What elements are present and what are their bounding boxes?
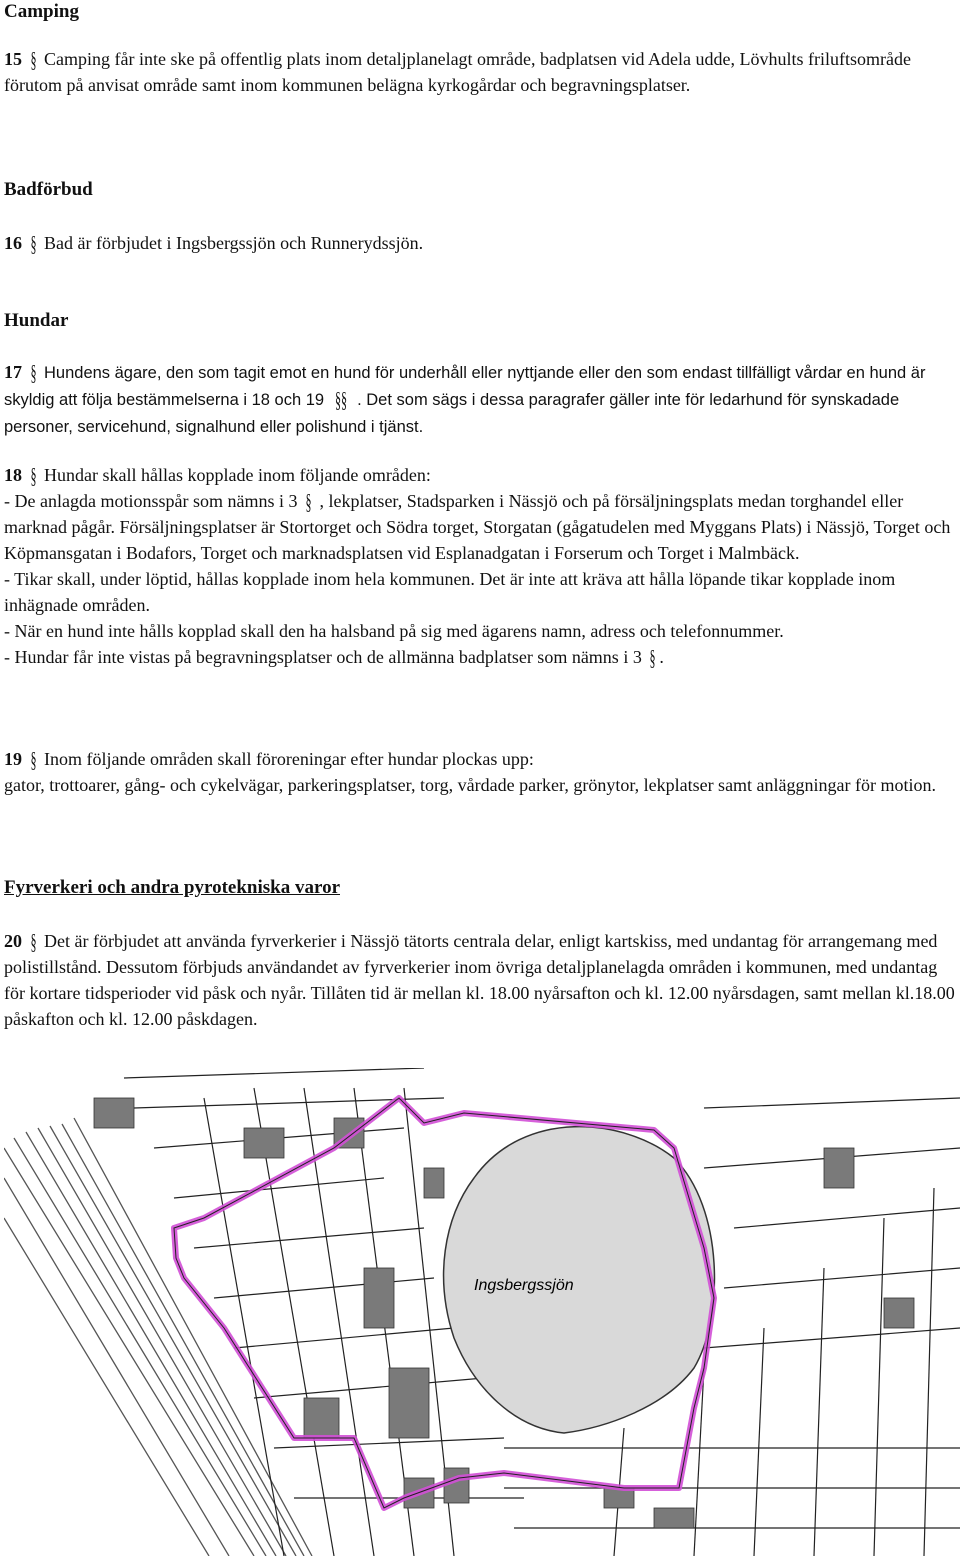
section-sign-icon: § — [29, 929, 37, 954]
section-sign-icon: § — [29, 463, 37, 488]
heading-hundar: Hundar — [4, 310, 69, 331]
item-text-cont: , lekplatser, Stadsparken i Nässjö och på försäljningsplats medan torghandel eller marknad pågår. Försäljningsplatser är Stortorget och Södra torget, Storgatan (gågatudelen med Myggans Plats) i Nässjö, Torget och Köpmansgatan i Bodafors, Torget och marknadsplatsen vid Esplanadgatan i Forserum och Torget i Malmbäck. — [4, 491, 951, 563]
paragraph-17 — [4, 359, 956, 440]
paragraph-text: Hundar skall hållas kopplade inom följande områden: — [44, 465, 431, 485]
heading-camping: Camping — [4, 1, 79, 22]
paragraph-text: Camping får inte ske på offentlig plats inom detaljplanelagt område, badplatsen vid Adela udde, Lövhults friluftsområde förutom på anvisat område samt inom kommunen belägna kyrkogårdar och begravningsplatser. — [4, 49, 911, 95]
section-sign-icon: § — [649, 645, 656, 670]
paragraph-number: 18 — [4, 465, 22, 485]
paragraph-19 — [4, 746, 956, 798]
paragraph-number: 17 — [4, 362, 22, 382]
paragraph-number: 19 — [4, 749, 22, 769]
lake-label: Ingsbergssjön — [474, 1277, 574, 1294]
paragraph-15 — [4, 46, 956, 98]
paragraph-text-cont: . Det som sägs i dessa paragrafer gäller inte för ledarhund för synskadade personer, servicehund, signalhund eller polishund i tjänst. — [4, 391, 900, 436]
paragraph-18-item-2: - Tikar skall, under löptid, hållas kopplade inom hela kommunen. Det är inte att kräva att hålla löpande tikar kopplade inom inhägnade områden. — [4, 569, 896, 615]
paragraph-19-intro — [4, 746, 956, 772]
item-text: - Hundar får inte vistas på begravningsplatser och de allmänna badplatser som nämns i 3 — [4, 647, 642, 667]
paragraph-18-intro — [4, 462, 956, 488]
paragraph-18-item-3: - När en hund inte hålls kopplad skall den ha halsband på sig med ägarens namn, adress och telefonnummer. — [4, 621, 784, 641]
heading-fyrverkeri: Fyrverkeri och andra pyrotekniska varor — [4, 877, 340, 898]
section-sign-icon: §§ — [334, 387, 347, 412]
paragraph-18 — [4, 462, 956, 670]
item-text: - De anlagda motionsspår som nämns i 3 — [4, 491, 298, 511]
section-sign-icon: § — [29, 47, 37, 72]
section-sign-icon: § — [305, 489, 312, 514]
paragraph-18-item-1 — [4, 488, 956, 566]
paragraph-number: 15 — [4, 49, 22, 69]
paragraph-text: Inom följande områden skall föroreningar efter hundar plockas upp: — [44, 749, 534, 769]
paragraph-text: Det är förbjudet att använda fyrverkerier i Nässjö tätorts centrala delar, enligt kartskiss, med undantag för arrangemang med polistillstånd. Dessutom förbjuds användandet av fyrverkerier inom övriga detaljplanelagda områden i kommunen, med undantag för kortare tidsperioder vid påsk och nyår. Tillåten tid är mellan kl. 18.00 nyårsafton och kl. 12.00 nyårsdagen, samt mellan kl.18.00 påskafton och kl. 12.00 påskdagen. — [4, 931, 955, 1029]
paragraph-20 — [4, 928, 958, 1032]
paragraph-19-text: gator, trottoarer, gång- och cykelvägar, parkeringsplatser, torg, vårdade parker, grönytor, lekplatser samt anläggningar för motion. — [4, 775, 937, 795]
paragraph-text: Hundens ägare, den som tagit emot en hund för underhåll eller nyttjande eller den som endast tillfälligt vårdar en hund är skyldig att följa bestämmelserna i 18 och 19 — [4, 364, 926, 409]
item-text-cont: . — [659, 647, 664, 667]
paragraph-number: 16 — [4, 233, 22, 253]
paragraph-18-item-4 — [4, 644, 956, 670]
heading-badforbud: Badförbud — [4, 179, 93, 200]
fireworks-ban-map — [4, 1068, 960, 1556]
section-sign-icon: § — [29, 231, 37, 256]
section-sign-icon: § — [29, 747, 37, 772]
paragraph-16 — [4, 230, 956, 256]
paragraph-number: 20 — [4, 931, 22, 951]
paragraph-text: Bad är förbjudet i Ingsbergssjön och Runnerydssjön. — [44, 233, 424, 253]
section-sign-icon: § — [29, 360, 37, 385]
